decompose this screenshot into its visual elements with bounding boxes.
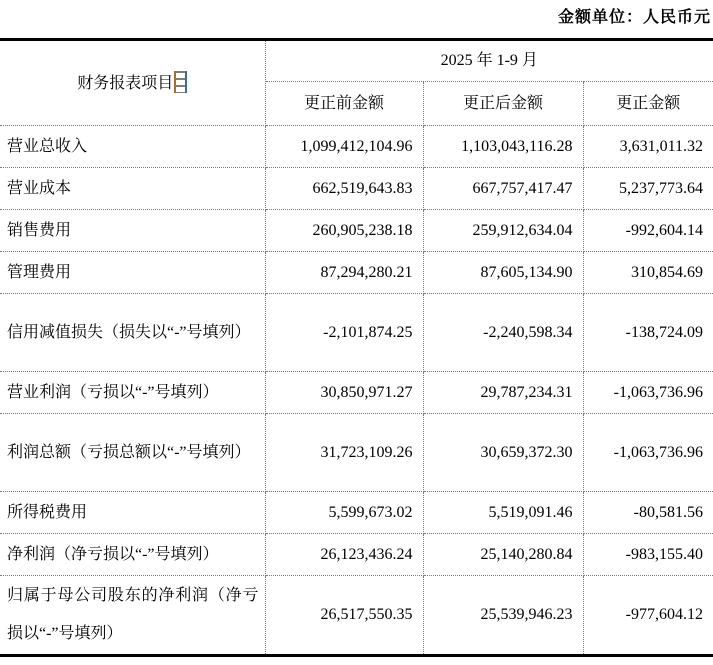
value-after: 87,605,134.90 bbox=[423, 252, 583, 294]
value-after: 25,140,280.84 bbox=[423, 534, 583, 576]
value-before: -2,101,874.25 bbox=[265, 294, 423, 372]
ladder-icon bbox=[174, 71, 187, 93]
table-row bbox=[0, 252, 713, 294]
value-after: 30,659,372.30 bbox=[423, 414, 583, 492]
header-cell-item bbox=[0, 40, 265, 126]
row-label: 归属于母公司股东的净利润（净亏损以“-”号填列） bbox=[0, 576, 265, 656]
value-before: 30,850,971.27 bbox=[265, 372, 423, 414]
value-correction: -80,581.56 bbox=[583, 492, 713, 534]
table-row bbox=[0, 210, 713, 252]
value-after: -2,240,598.34 bbox=[423, 294, 583, 372]
row-label: 所得税费用 bbox=[0, 492, 265, 534]
value-after: 25,539,946.23 bbox=[423, 576, 583, 656]
row-label: 营业利润（亏损以“-”号填列） bbox=[0, 372, 265, 414]
row-label: 营业成本 bbox=[0, 168, 265, 210]
table-row bbox=[0, 126, 713, 168]
value-correction: -1,063,736.96 bbox=[583, 414, 713, 492]
amount-unit-label: 金额单位：人民币元 bbox=[557, 9, 711, 26]
value-after: 259,912,634.04 bbox=[423, 210, 583, 252]
header-cell-correction: 更正金额 bbox=[583, 82, 713, 126]
row-label: 销售费用 bbox=[0, 210, 265, 252]
table-row bbox=[0, 414, 713, 492]
row-label: 信用减值损失（损失以“-”号填列） bbox=[0, 294, 265, 372]
header-row-period bbox=[0, 40, 713, 82]
value-before: 5,599,673.02 bbox=[265, 492, 423, 534]
financial-correction-table bbox=[0, 38, 713, 657]
value-correction: -977,604.12 bbox=[583, 576, 713, 656]
row-label: 利润总额（亏损总额以“-”号填列） bbox=[0, 414, 265, 492]
value-after: 29,787,234.31 bbox=[423, 372, 583, 414]
table-row bbox=[0, 492, 713, 534]
header-cell-before: 更正前金额 bbox=[265, 82, 423, 126]
value-correction: -992,604.14 bbox=[583, 210, 713, 252]
header-cell-period: 2025 年 1-9 月 bbox=[265, 40, 713, 82]
value-correction: -1,063,736.96 bbox=[583, 372, 713, 414]
value-before: 662,519,643.83 bbox=[265, 168, 423, 210]
value-before: 26,123,436.24 bbox=[265, 534, 423, 576]
table-row bbox=[0, 168, 713, 210]
value-correction: 5,237,773.64 bbox=[583, 168, 713, 210]
value-before: 1,099,412,104.96 bbox=[265, 126, 423, 168]
value-before: 26,517,550.35 bbox=[265, 576, 423, 656]
row-label: 营业总收入 bbox=[0, 126, 265, 168]
table-row bbox=[0, 372, 713, 414]
value-correction: -138,724.09 bbox=[583, 294, 713, 372]
value-before: 87,294,280.21 bbox=[265, 252, 423, 294]
table-row bbox=[0, 576, 713, 656]
value-after: 667,757,417.47 bbox=[423, 168, 583, 210]
table-row bbox=[0, 294, 713, 372]
row-label: 净利润（净亏损以“-”号填列） bbox=[0, 534, 265, 576]
value-before: 260,905,238.18 bbox=[265, 210, 423, 252]
value-before: 31,723,109.26 bbox=[265, 414, 423, 492]
row-label: 管理费用 bbox=[0, 252, 265, 294]
item-column-title: 财务报表项目 bbox=[77, 74, 174, 92]
value-after: 1,103,043,116.28 bbox=[423, 126, 583, 168]
table-row bbox=[0, 534, 713, 576]
value-correction: 310,854.69 bbox=[583, 252, 713, 294]
value-correction: 3,631,011.32 bbox=[583, 126, 713, 168]
value-correction: -983,155.40 bbox=[583, 534, 713, 576]
value-after: 5,519,091.46 bbox=[423, 492, 583, 534]
header-cell-after: 更正后金额 bbox=[423, 82, 583, 126]
